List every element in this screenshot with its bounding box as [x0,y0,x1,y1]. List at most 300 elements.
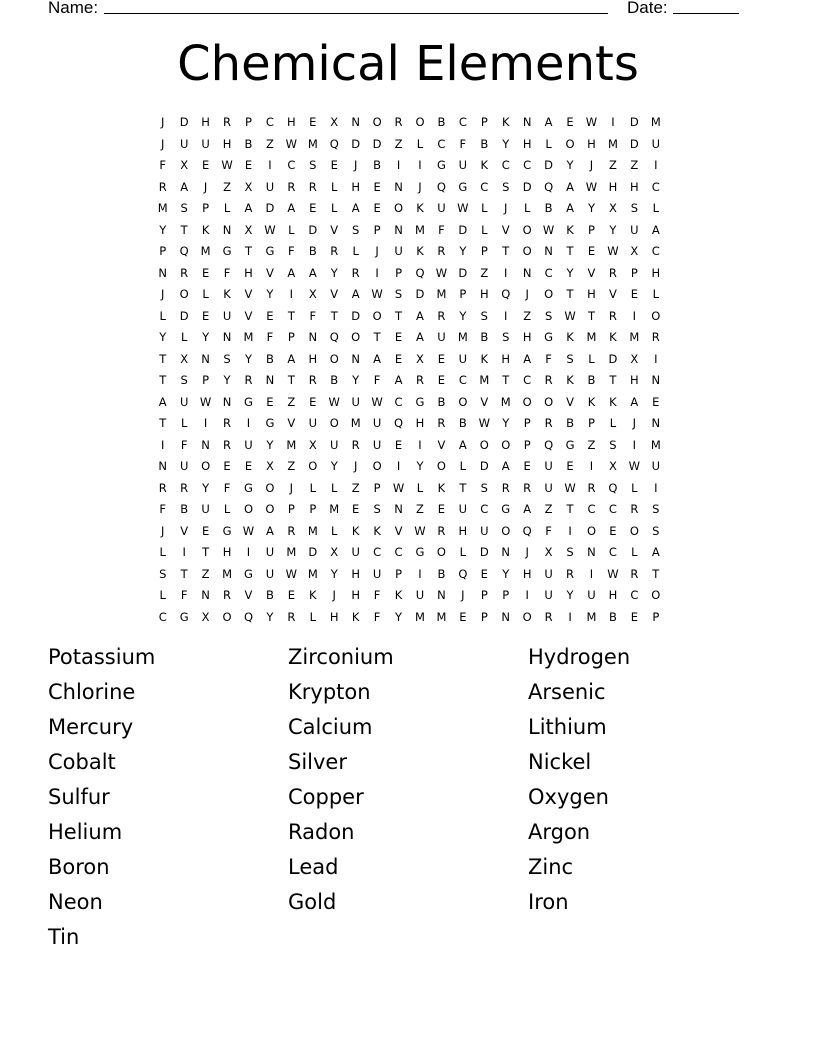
grid-letter[interactable]: K [480,351,489,366]
grid-letter[interactable]: P [202,373,210,387]
grid-letter[interactable]: E [630,609,638,624]
grid-letter[interactable]: C [651,179,660,194]
grid-letter[interactable]: U [244,437,253,452]
grid-letter[interactable]: A [501,459,510,473]
grid-letter[interactable]: J [632,416,637,430]
grid-letter[interactable]: T [159,373,167,387]
grid-letter[interactable]: N [522,265,532,280]
grid-letter[interactable]: Y [202,480,210,495]
grid-letter[interactable]: W [371,287,383,301]
grid-letter[interactable]: J [353,459,358,473]
grid-letter[interactable]: R [330,244,339,258]
grid-letter[interactable]: T [566,502,574,516]
grid-letter[interactable]: S [480,480,488,495]
grid-letter[interactable]: U [265,566,275,581]
grid-letter[interactable]: W [264,222,276,237]
grid-letter[interactable]: D [458,265,468,280]
grid-letter[interactable]: X [630,244,639,258]
date-blank-line[interactable] [673,13,739,14]
grid-letter[interactable]: L [523,201,531,215]
grid-letter[interactable]: L [331,523,338,538]
grid-letter[interactable]: I [504,308,508,323]
grid-letter[interactable]: J [289,480,294,495]
grid-letter[interactable]: H [458,523,468,538]
grid-letter[interactable]: I [632,308,637,323]
grid-letter[interactable]: Q [501,287,511,301]
grid-letter[interactable]: U [458,502,468,516]
grid-letter[interactable]: O [201,459,211,473]
grid-letter[interactable]: P [588,222,595,237]
grid-letter[interactable]: E [201,158,210,172]
grid-letter[interactable]: H [222,545,232,559]
grid-letter[interactable]: W [221,158,233,172]
grid-letter[interactable]: J [203,179,208,194]
grid-letter[interactable]: I [654,480,658,495]
grid-letter[interactable]: G [244,566,253,581]
grid-letter[interactable]: L [652,287,659,301]
grid-letter[interactable]: R [630,566,639,581]
grid-letter[interactable]: N [501,545,511,559]
grid-letter[interactable]: A [394,373,403,387]
grid-letter[interactable]: C [394,394,403,409]
grid-letter[interactable]: W [585,115,598,129]
grid-letter[interactable]: T [180,222,188,237]
grid-letter[interactable]: M [200,244,211,258]
grid-letter[interactable]: H [651,265,661,280]
grid-letter[interactable]: H [244,265,253,280]
grid-letter[interactable]: K [373,523,381,538]
grid-letter[interactable]: O [651,588,661,602]
grid-letter[interactable]: M [307,566,318,581]
grid-letter[interactable]: M [650,115,661,129]
grid-letter[interactable]: G [565,437,575,452]
grid-letter[interactable]: A [287,265,296,280]
grid-letter[interactable]: W [607,566,619,581]
grid-letter[interactable]: M [607,136,618,151]
grid-letter[interactable]: N [522,115,532,129]
grid-letter[interactable]: A [458,437,467,452]
grid-letter[interactable]: O [436,459,446,473]
grid-letter[interactable]: O [329,416,339,430]
grid-letter[interactable]: S [223,351,231,366]
grid-letter[interactable]: E [309,394,317,409]
grid-letter[interactable]: P [159,244,167,258]
grid-letter[interactable]: Y [566,265,574,280]
grid-letter[interactable]: D [308,545,318,559]
grid-letter[interactable]: A [308,265,317,280]
grid-letter[interactable]: M [415,609,425,624]
grid-letter[interactable]: J [504,201,508,215]
grid-letter[interactable]: T [609,373,617,387]
grid-letter[interactable]: S [630,201,638,215]
grid-letter[interactable]: O [372,459,382,473]
grid-letter[interactable]: B [437,394,446,409]
grid-letter[interactable]: F [438,222,445,237]
grid-letter[interactable]: Z [201,566,210,581]
grid-letter[interactable]: E [587,244,596,258]
grid-letter[interactable]: M [436,609,447,624]
grid-letter[interactable]: S [652,502,660,516]
grid-letter[interactable]: P [287,330,295,344]
grid-letter[interactable]: P [245,115,252,129]
grid-letter[interactable]: B [566,416,574,430]
grid-letter[interactable]: U [587,588,596,602]
grid-letter[interactable]: Y [352,373,360,387]
grid-letter[interactable]: B [458,416,467,430]
grid-letter[interactable]: B [587,373,596,387]
grid-letter[interactable]: T [180,566,188,581]
grid-letter[interactable]: N [201,588,210,602]
grid-letter[interactable]: H [522,136,532,151]
grid-letter[interactable]: A [265,523,274,538]
grid-letter[interactable]: K [394,588,403,602]
grid-letter[interactable]: Y [459,308,467,323]
grid-letter[interactable]: P [459,287,467,301]
grid-letter[interactable]: J [353,158,358,172]
grid-letter[interactable]: K [416,244,424,258]
grid-letter[interactable]: G [179,609,189,624]
grid-letter[interactable]: Y [459,244,467,258]
grid-letter[interactable]: K [309,588,317,602]
grid-letter[interactable]: A [523,351,532,366]
grid-letter[interactable]: U [201,502,210,516]
grid-letter[interactable]: A [287,201,296,215]
grid-letter[interactable]: L [631,545,638,559]
grid-letter[interactable]: N [394,222,403,237]
grid-letter[interactable]: K [480,158,489,172]
grid-letter[interactable]: U [265,545,275,559]
grid-letter[interactable]: M [222,566,232,581]
grid-letter[interactable]: C [373,545,382,559]
grid-letter[interactable]: T [287,308,295,323]
grid-letter[interactable]: S [394,287,403,301]
grid-letter[interactable]: O [522,394,532,409]
grid-letter[interactable]: T [159,351,167,366]
grid-letter[interactable]: H [415,416,425,430]
grid-letter[interactable]: G [458,179,468,194]
grid-letter[interactable]: O [522,609,532,624]
grid-letter[interactable]: G [415,394,425,409]
grid-letter[interactable]: V [330,222,339,237]
grid-letter[interactable]: F [373,373,381,387]
grid-letter[interactable]: C [608,502,617,516]
grid-letter[interactable]: I [525,588,529,602]
grid-letter[interactable]: Y [395,609,403,624]
grid-letter[interactable]: H [308,351,318,366]
grid-letter[interactable]: E [652,394,660,409]
grid-letter[interactable]: V [244,308,253,323]
grid-letter[interactable]: W [328,394,340,409]
grid-letter[interactable]: Q [544,437,554,452]
grid-letter[interactable]: N [158,265,168,280]
grid-letter[interactable]: W [285,566,298,581]
grid-letter[interactable]: Y [202,330,210,344]
grid-letter[interactable]: E [266,394,274,409]
grid-letter[interactable]: M [307,136,318,151]
grid-letter[interactable]: G [544,330,554,344]
grid-letter[interactable]: U [179,136,189,151]
grid-letter[interactable]: P [202,201,210,215]
grid-letter[interactable]: M [479,373,490,387]
grid-letter[interactable]: E [566,459,574,473]
grid-letter[interactable]: E [309,201,317,215]
grid-letter[interactable]: J [161,523,165,538]
grid-letter[interactable]: L [223,502,231,516]
grid-letter[interactable]: E [480,566,488,581]
grid-letter[interactable]: V [244,588,253,602]
grid-letter[interactable]: K [351,609,360,624]
grid-letter[interactable]: U [630,222,639,237]
grid-letter[interactable]: L [545,136,552,151]
grid-letter[interactable]: Z [265,136,274,151]
grid-letter[interactable]: I [611,115,615,129]
grid-letter[interactable]: K [437,480,446,495]
grid-letter[interactable]: O [243,502,253,516]
grid-letter[interactable]: I [632,437,637,452]
grid-letter[interactable]: R [223,437,232,452]
grid-letter[interactable]: N [587,545,596,559]
grid-letter[interactable]: A [544,115,553,129]
grid-letter[interactable]: K [566,222,574,237]
grid-letter[interactable]: M [243,330,254,344]
grid-letter[interactable]: J [161,136,165,151]
grid-letter[interactable]: W [542,222,555,237]
grid-letter[interactable]: H [587,136,596,151]
grid-letter[interactable]: S [502,179,510,194]
name-blank-line[interactable] [104,13,608,14]
grid-letter[interactable]: J [375,244,379,258]
grid-letter[interactable]: M [157,201,168,215]
grid-letter[interactable]: D [351,308,361,323]
grid-letter[interactable]: I [246,545,251,559]
grid-letter[interactable]: J [461,588,465,602]
grid-letter[interactable]: N [265,373,275,387]
grid-letter[interactable]: C [523,373,532,387]
grid-letter[interactable]: S [180,201,188,215]
grid-letter[interactable]: T [159,416,167,430]
grid-letter[interactable]: Y [266,287,274,301]
grid-letter[interactable]: U [351,394,360,409]
grid-letter[interactable]: U [437,201,446,215]
grid-letter[interactable]: B [180,502,189,516]
grid-letter[interactable]: P [373,222,381,237]
grid-letter[interactable]: E [287,588,295,602]
grid-letter[interactable]: J [525,287,529,301]
grid-letter[interactable]: O [522,222,532,237]
grid-letter[interactable]: D [265,201,275,215]
grid-letter[interactable]: H [587,287,596,301]
grid-letter[interactable]: X [265,459,274,473]
grid-letter[interactable]: M [350,416,361,430]
grid-letter[interactable]: T [244,244,252,258]
grid-letter[interactable]: A [630,394,639,409]
grid-letter[interactable]: T [330,308,338,323]
grid-letter[interactable]: P [480,244,488,258]
grid-letter[interactable]: R [630,502,639,516]
grid-letter[interactable]: C [437,136,446,151]
grid-letter[interactable]: G [415,545,425,559]
grid-letter[interactable]: P [309,502,317,516]
grid-letter[interactable]: N [201,351,210,366]
grid-letter[interactable]: S [159,566,167,581]
grid-letter[interactable]: D [479,545,489,559]
grid-letter[interactable]: W [564,480,576,495]
grid-letter[interactable]: H [630,373,639,387]
grid-letter[interactable]: V [480,394,489,409]
grid-letter[interactable]: T [373,330,381,344]
grid-letter[interactable]: D [415,287,425,301]
grid-letter[interactable]: J [418,179,422,194]
grid-letter[interactable]: I [375,265,379,280]
grid-letter[interactable]: B [244,136,253,151]
grid-letter[interactable]: I [654,158,658,172]
grid-letter[interactable]: K [223,287,231,301]
grid-letter[interactable]: G [265,416,275,430]
grid-letter[interactable]: H [351,179,360,194]
grid-letter[interactable]: H [329,609,339,624]
grid-letter[interactable]: D [179,115,189,129]
grid-letter[interactable]: A [416,308,424,323]
grid-letter[interactable]: B [308,244,317,258]
grid-letter[interactable]: E [437,351,446,366]
grid-letter[interactable]: C [458,115,467,129]
grid-letter[interactable]: F [159,158,167,172]
grid-letter[interactable]: X [180,158,189,172]
grid-letter[interactable]: B [265,351,274,366]
grid-letter[interactable]: R [523,480,532,495]
grid-letter[interactable]: O [479,437,489,452]
grid-letter[interactable]: M [329,502,340,516]
grid-letter[interactable]: Q [522,523,532,538]
grid-letter[interactable]: I [589,566,594,581]
grid-letter[interactable]: V [330,287,339,301]
grid-letter[interactable]: Y [223,373,231,387]
grid-letter[interactable]: L [159,588,166,602]
grid-letter[interactable]: P [480,115,488,129]
grid-letter[interactable]: U [308,416,317,430]
grid-letter[interactable]: O [394,201,404,215]
grid-letter[interactable]: A [373,351,382,366]
grid-letter[interactable]: M [586,330,597,344]
grid-letter[interactable]: H [351,588,360,602]
grid-letter[interactable]: F [223,480,231,495]
grid-letter[interactable]: I [654,351,658,366]
grid-letter[interactable]: O [351,330,361,344]
grid-letter[interactable]: U [222,308,232,323]
grid-letter[interactable]: A [351,287,360,301]
grid-letter[interactable]: R [394,115,403,129]
grid-letter[interactable]: M [586,609,597,624]
grid-letter[interactable]: D [351,136,361,151]
grid-letter[interactable]: M [286,437,297,452]
grid-letter[interactable]: M [436,287,447,301]
grid-letter[interactable]: B [437,566,446,581]
grid-letter[interactable]: O [586,523,596,538]
grid-letter[interactable]: A [351,201,360,215]
grid-letter[interactable]: R [437,244,446,258]
grid-letter[interactable]: E [523,459,531,473]
grid-letter[interactable]: O [222,609,232,624]
grid-letter[interactable]: T [502,244,510,258]
grid-letter[interactable]: W [199,394,212,409]
grid-letter[interactable]: Q [415,265,425,280]
grid-letter[interactable]: T [566,244,574,258]
grid-letter[interactable]: X [608,201,617,215]
grid-letter[interactable]: U [651,136,660,151]
grid-letter[interactable]: N [544,244,553,258]
grid-letter[interactable]: Z [416,502,424,516]
grid-letter[interactable]: Y [502,136,510,151]
grid-letter[interactable]: N [651,373,661,387]
grid-letter[interactable]: I [268,158,272,172]
grid-letter[interactable]: U [458,351,468,366]
grid-letter[interactable]: Y [566,588,574,602]
grid-letter[interactable]: O [522,244,532,258]
grid-letter[interactable]: R [437,523,446,538]
grid-letter[interactable]: T [459,480,467,495]
grid-letter[interactable]: X [308,287,317,301]
grid-letter[interactable]: I [161,437,165,452]
grid-letter[interactable]: M [500,394,511,409]
grid-letter[interactable]: R [437,416,446,430]
grid-letter[interactable]: L [202,287,209,301]
grid-letter[interactable]: Z [523,308,532,323]
grid-letter[interactable]: E [223,459,231,473]
grid-letter[interactable]: F [180,437,188,452]
grid-letter[interactable]: L [416,136,424,151]
grid-letter[interactable]: Z [587,437,596,452]
grid-letter[interactable]: N [158,459,168,473]
grid-letter[interactable]: T [566,287,574,301]
grid-letter[interactable]: R [437,308,446,323]
grid-letter[interactable]: N [222,222,232,237]
grid-letter[interactable]: R [287,609,296,624]
grid-letter[interactable]: E [394,330,403,344]
grid-letter[interactable]: X [244,179,253,194]
grid-letter[interactable]: P [395,566,402,581]
grid-letter[interactable]: U [437,330,446,344]
grid-letter[interactable]: Y [587,201,595,215]
grid-letter[interactable]: I [246,416,251,430]
grid-letter[interactable]: K [566,373,574,387]
grid-letter[interactable]: U [651,459,660,473]
grid-letter[interactable]: E [201,308,210,323]
grid-letter[interactable]: M [286,545,297,559]
grid-letter[interactable]: U [179,459,189,473]
grid-letter[interactable]: T [652,566,660,581]
grid-letter[interactable]: Z [287,459,296,473]
grid-letter[interactable]: V [608,287,617,301]
grid-letter[interactable]: R [415,373,424,387]
grid-letter[interactable]: D [608,351,618,366]
grid-letter[interactable]: M [307,523,318,538]
grid-letter[interactable]: Q [394,416,404,430]
grid-letter[interactable]: V [437,437,446,452]
grid-letter[interactable]: A [158,394,167,409]
grid-letter[interactable]: L [331,480,338,495]
grid-letter[interactable]: H [201,115,210,129]
grid-letter[interactable]: Z [544,502,553,516]
grid-letter[interactable]: R [544,609,553,624]
grid-letter[interactable]: K [609,330,617,344]
grid-letter[interactable]: P [480,588,488,602]
grid-letter[interactable]: E [394,351,403,366]
grid-letter[interactable]: I [589,459,594,473]
grid-letter[interactable]: R [223,416,232,430]
grid-letter[interactable]: L [180,416,188,430]
grid-letter[interactable]: L [309,480,316,495]
grid-letter[interactable]: H [522,566,532,581]
